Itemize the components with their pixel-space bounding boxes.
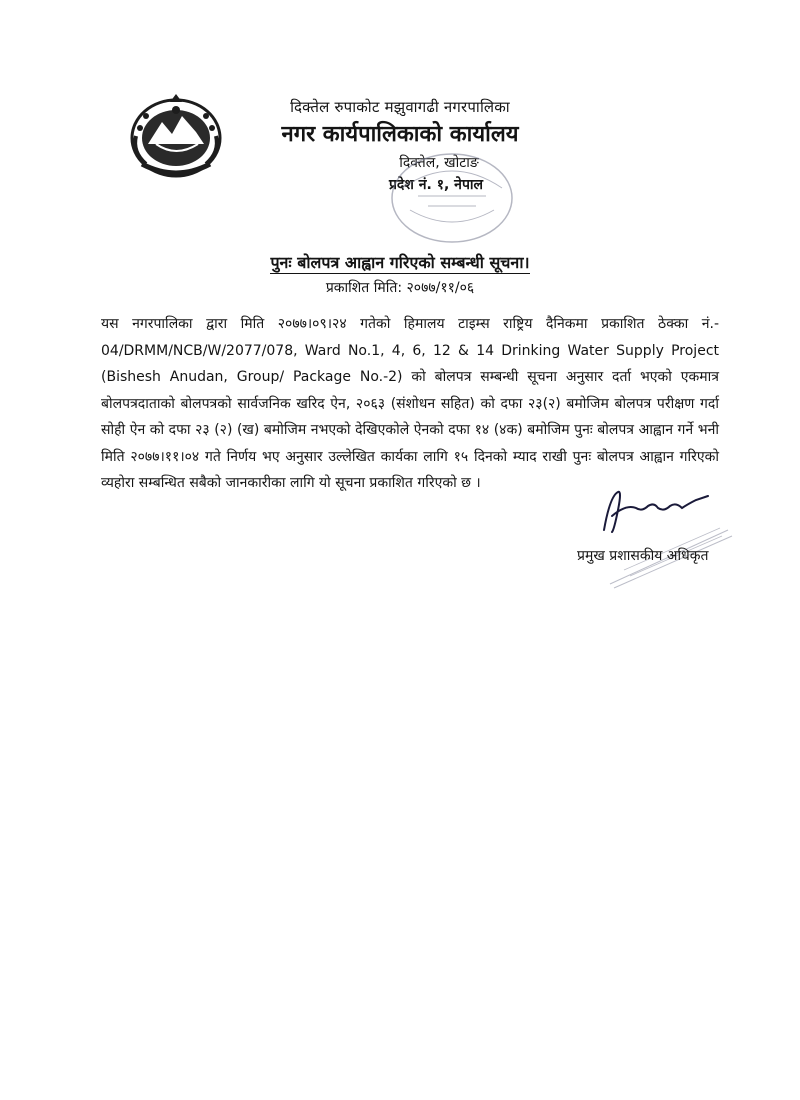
signatory-designation: प्रमुख प्रशासकीय अधिकृत <box>577 548 709 564</box>
office-name: नगर कार्यपालिकाको कार्यालय <box>281 122 519 147</box>
nepal-government-emblem-icon <box>126 92 226 180</box>
notice-title <box>0 251 800 273</box>
address-line-1: दिक्तेल, खोटाङ <box>399 155 479 171</box>
published-date: प्रकाशित मिति: २०७७/११/०६ <box>325 280 475 296</box>
municipality-name: दिक्तेल रुपाकोट मझुवागढी नगरपालिका <box>290 98 510 116</box>
notice-title-text: पुनः बोलपत्र आह्वान गरिएको सम्बन्धी सूचना। <box>270 253 530 272</box>
address-line-2: प्रदेश नं. १, नेपाल <box>388 177 484 193</box>
notice-body <box>101 311 719 497</box>
office-stamp <box>388 148 516 248</box>
notice-body-paragraph: यस नगरपालिका द्वारा मिति २०७७।०९।२४ गतेको हिमालय टाइम्स राष्ट्रिय दैनिकमा प्रकाशित ठेक्का नं.- 04/DRMM/NCB/W/2077/078, Ward No.1, 4, 6, 12 & 14 Drinking Water Supply Project (Bishesh Anudan, Group/ Package No.-2) को बोलपत्र सम्बन्धी सूचना अनुसार दर्ता भएको एकमात्र बोलपत्रदाताको बोलपत्रको सार्वजनिक खरिद ऐन, २०६३ (संशोधन सहित) को दफा २३(२) बमोजिम बोलपत्र परीक्षण गर्दा सोही ऐन को दफा २३ (२) (ख) बमोजिम नभएको देखिएकोले ऐनको दफा १४ (४क) बमोजिम पुनः बोलपत्र आह्वान गर्ने भनी मिति २०७७।११।०४ गते निर्णय भए अनुसार उल्लेखित कार्यका लागि १५ दिनको म्याद राखी पुनः बोलपत्र आह्वान गरिएको व्यहोरा सम्बन्धित सबैको जानकारीका लागि यो सूचना प्रकाशित गरिएको छ । <box>101 316 719 491</box>
signatory-stamp <box>600 500 740 590</box>
